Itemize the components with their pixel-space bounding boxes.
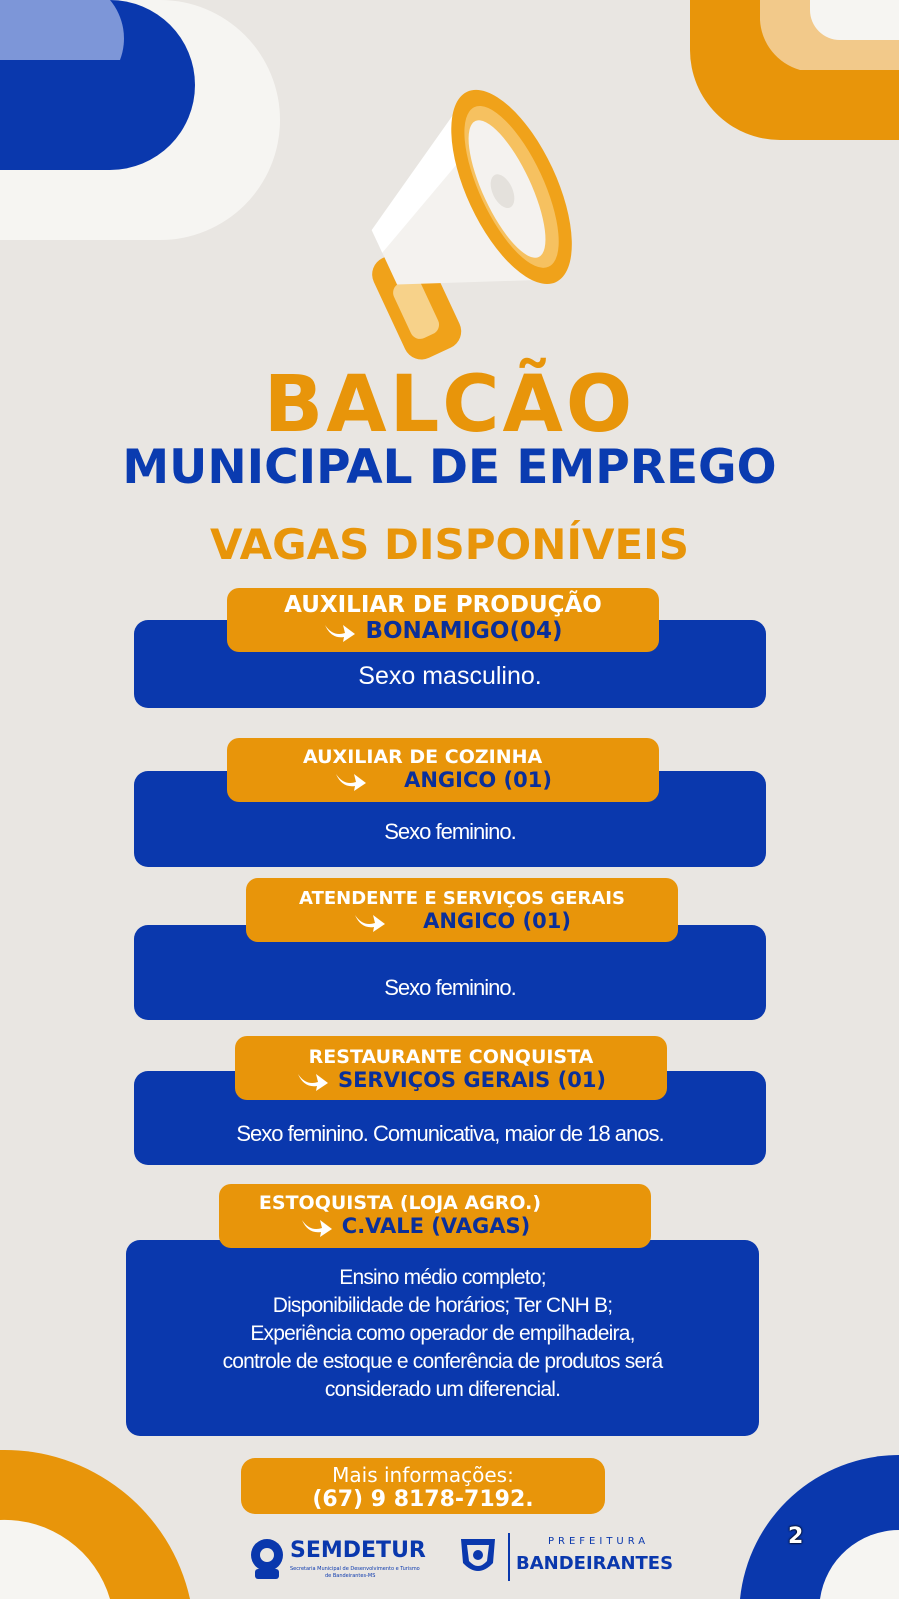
contact-label: Mais informações: bbox=[332, 1463, 514, 1487]
bandeirantes-crest-icon bbox=[457, 1533, 499, 1581]
prefeitura-label: PREFEITURA bbox=[548, 1536, 650, 1547]
semdetur-name: SEMDETUR bbox=[290, 1538, 426, 1563]
megaphone-icon bbox=[315, 45, 635, 375]
arrow-icon bbox=[323, 621, 357, 643]
job-role: AUXILIAR DE COZINHA bbox=[303, 746, 543, 768]
job-details-line: considerado um diferencial. bbox=[324, 1378, 561, 1401]
job-details: Sexo feminino. Comunicativa, maior de 18 anos. bbox=[236, 1121, 664, 1146]
job-details: Sexo feminino. bbox=[384, 975, 516, 1000]
semdetur-subtitle-2: de Bandeirantes-MS bbox=[325, 1573, 376, 1579]
arrow-icon bbox=[334, 770, 368, 792]
subtitle-vagas: VAGAS DISPONÍVEIS bbox=[209, 520, 690, 569]
arrow-icon bbox=[296, 1070, 330, 1092]
job-role: RESTAURANTE CONQUISTA bbox=[308, 1046, 594, 1068]
job-tag bbox=[219, 1184, 651, 1248]
job-company: ANGICO (01) bbox=[404, 768, 552, 792]
job-company: SERVIÇOS GERAIS (01) bbox=[337, 1068, 607, 1092]
logo-divider bbox=[508, 1533, 510, 1581]
job-details-line: Disponibilidade de horários; Ter CNH B; bbox=[272, 1294, 613, 1317]
bandeirantes-name: BANDEIRANTES bbox=[516, 1553, 674, 1574]
job-company: C.VALE (VAGAS) bbox=[341, 1214, 531, 1238]
semdetur-subtitle-1: Secretaria Municipal de Desenvolvimento e Turismo bbox=[290, 1566, 420, 1572]
page-number: 2 bbox=[788, 1524, 804, 1549]
job-details-line: Experiência como operador de empilhadeira, bbox=[250, 1322, 635, 1345]
semdetur-logo-icon bbox=[247, 1533, 287, 1583]
job-tag bbox=[227, 738, 659, 802]
job-tag bbox=[246, 878, 678, 942]
arrow-icon bbox=[353, 911, 387, 933]
job-card bbox=[126, 1240, 759, 1436]
job-details: Sexo masculino. bbox=[358, 662, 542, 690]
job-tag bbox=[227, 588, 659, 652]
job-details: Sexo feminino. bbox=[384, 819, 516, 844]
job-tag bbox=[235, 1036, 667, 1100]
job-role: ESTOQUISTA (LOJA AGRO.) bbox=[258, 1192, 542, 1214]
arrow-icon bbox=[300, 1216, 334, 1238]
job-role: ATENDENTE E SERVIÇOS GERAIS bbox=[299, 888, 625, 909]
job-details-line: Ensino médio completo; bbox=[339, 1266, 546, 1289]
job-company: ANGICO (01) bbox=[423, 909, 571, 933]
title-balcao: BALCÃO bbox=[263, 360, 636, 450]
job-company: BONAMIGO(04) bbox=[365, 618, 563, 644]
title-municipal-emprego: MUNICIPAL DE EMPREGO bbox=[122, 440, 777, 495]
job-details-line: controle de estoque e conferência de produtos será bbox=[222, 1350, 663, 1373]
contact-phone[interactable]: (67) 9 8178-7192. bbox=[312, 1487, 534, 1512]
job-role: AUXILIAR DE PRODUÇÃO bbox=[284, 592, 602, 618]
contact-box bbox=[241, 1458, 605, 1514]
